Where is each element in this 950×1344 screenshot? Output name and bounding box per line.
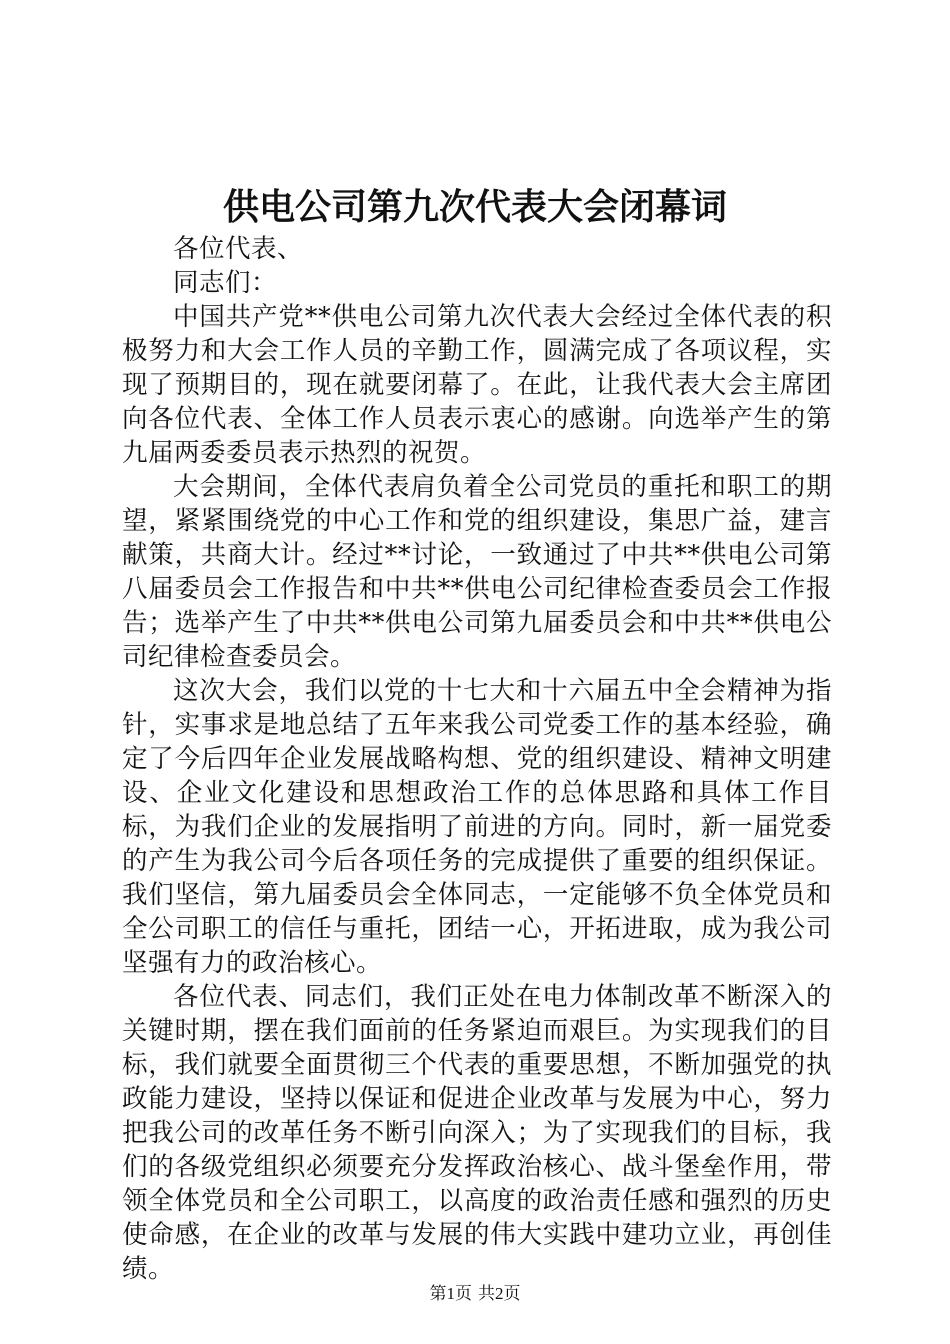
page-number: 第1页: [429, 1284, 472, 1303]
salutation-line: 各位代表、: [173, 234, 304, 264]
page-footer: [0, 1282, 950, 1306]
body-paragraph: 中国共产党**供电公司第九次代表大会经过全体代表的积极努力和大会工作人员的辛勤工作，圆满完成了各项议程，实现了预期目的，现在就要闭幕了。在此，让我代表大会主席团向各位代表、全体工作人员表示衷心的感谢。向选举产生的第九届两委委员表示热烈的祝贺。: [122, 302, 832, 468]
page-title: 供电公司第九次代表大会闭幕词: [222, 186, 727, 228]
body-paragraph: 这次大会，我们以党的十七大和十六届五中全会精神为指针，实事求是地总结了五年来我公司党委工作的基本经验，确定了今后四年企业发展战略构想、党的组织建设、精神文明建设、企业文化建设和思想政治工作的总体思路和具体工作目标，为我们企业的发展指明了前进的方向。同时，新一届党委的产生为我公司今后各项任务的完成提供了重要的组织保证。我们坚信，第九届委员会全体同志，一定能够不负全体党员和全公司职工的信任与重托，团结一心，开拓进取，成为我公司坚强有力的政治核心。: [122, 676, 832, 978]
document-body: [122, 232, 832, 1286]
page-total: 共2页: [478, 1284, 521, 1303]
body-paragraph: 大会期间，全体代表肩负着全公司党员的重托和职工的期望，紧紧围绕党的中心工作和党的组织建设，集思广益，建言献策，共商大计。经过**讨论，一致通过了中共**供电公司第八届委员会工作报告和中共**供电公司纪律检查委员会工作报告；选举产生了中共**供电公司第九届委员会和中共**供电公司纪律检查委员会。: [122, 472, 832, 672]
body-paragraph: 各位代表、同志们，我们正处在电力体制改革不断深入的关键时期，摆在我们面前的任务紧迫而艰巨。为实现我们的目标，我们就要全面贯彻三个代表的重要思想，不断加强党的执政能力建设，坚持以保证和促进企业改革与发展为中心，努力把我公司的改革任务不断引向深入；为了实现我们的目标，我们的各级党组织必须要充分发挥政治核心、战斗堡垒作用，带领全体党员和全公司职工，以高度的政治责任感和强烈的历史使命感，在企业的改革与发展的伟大实践中建功立业，再创佳绩。: [122, 982, 832, 1284]
salutation-line: 同志们：: [173, 268, 278, 298]
